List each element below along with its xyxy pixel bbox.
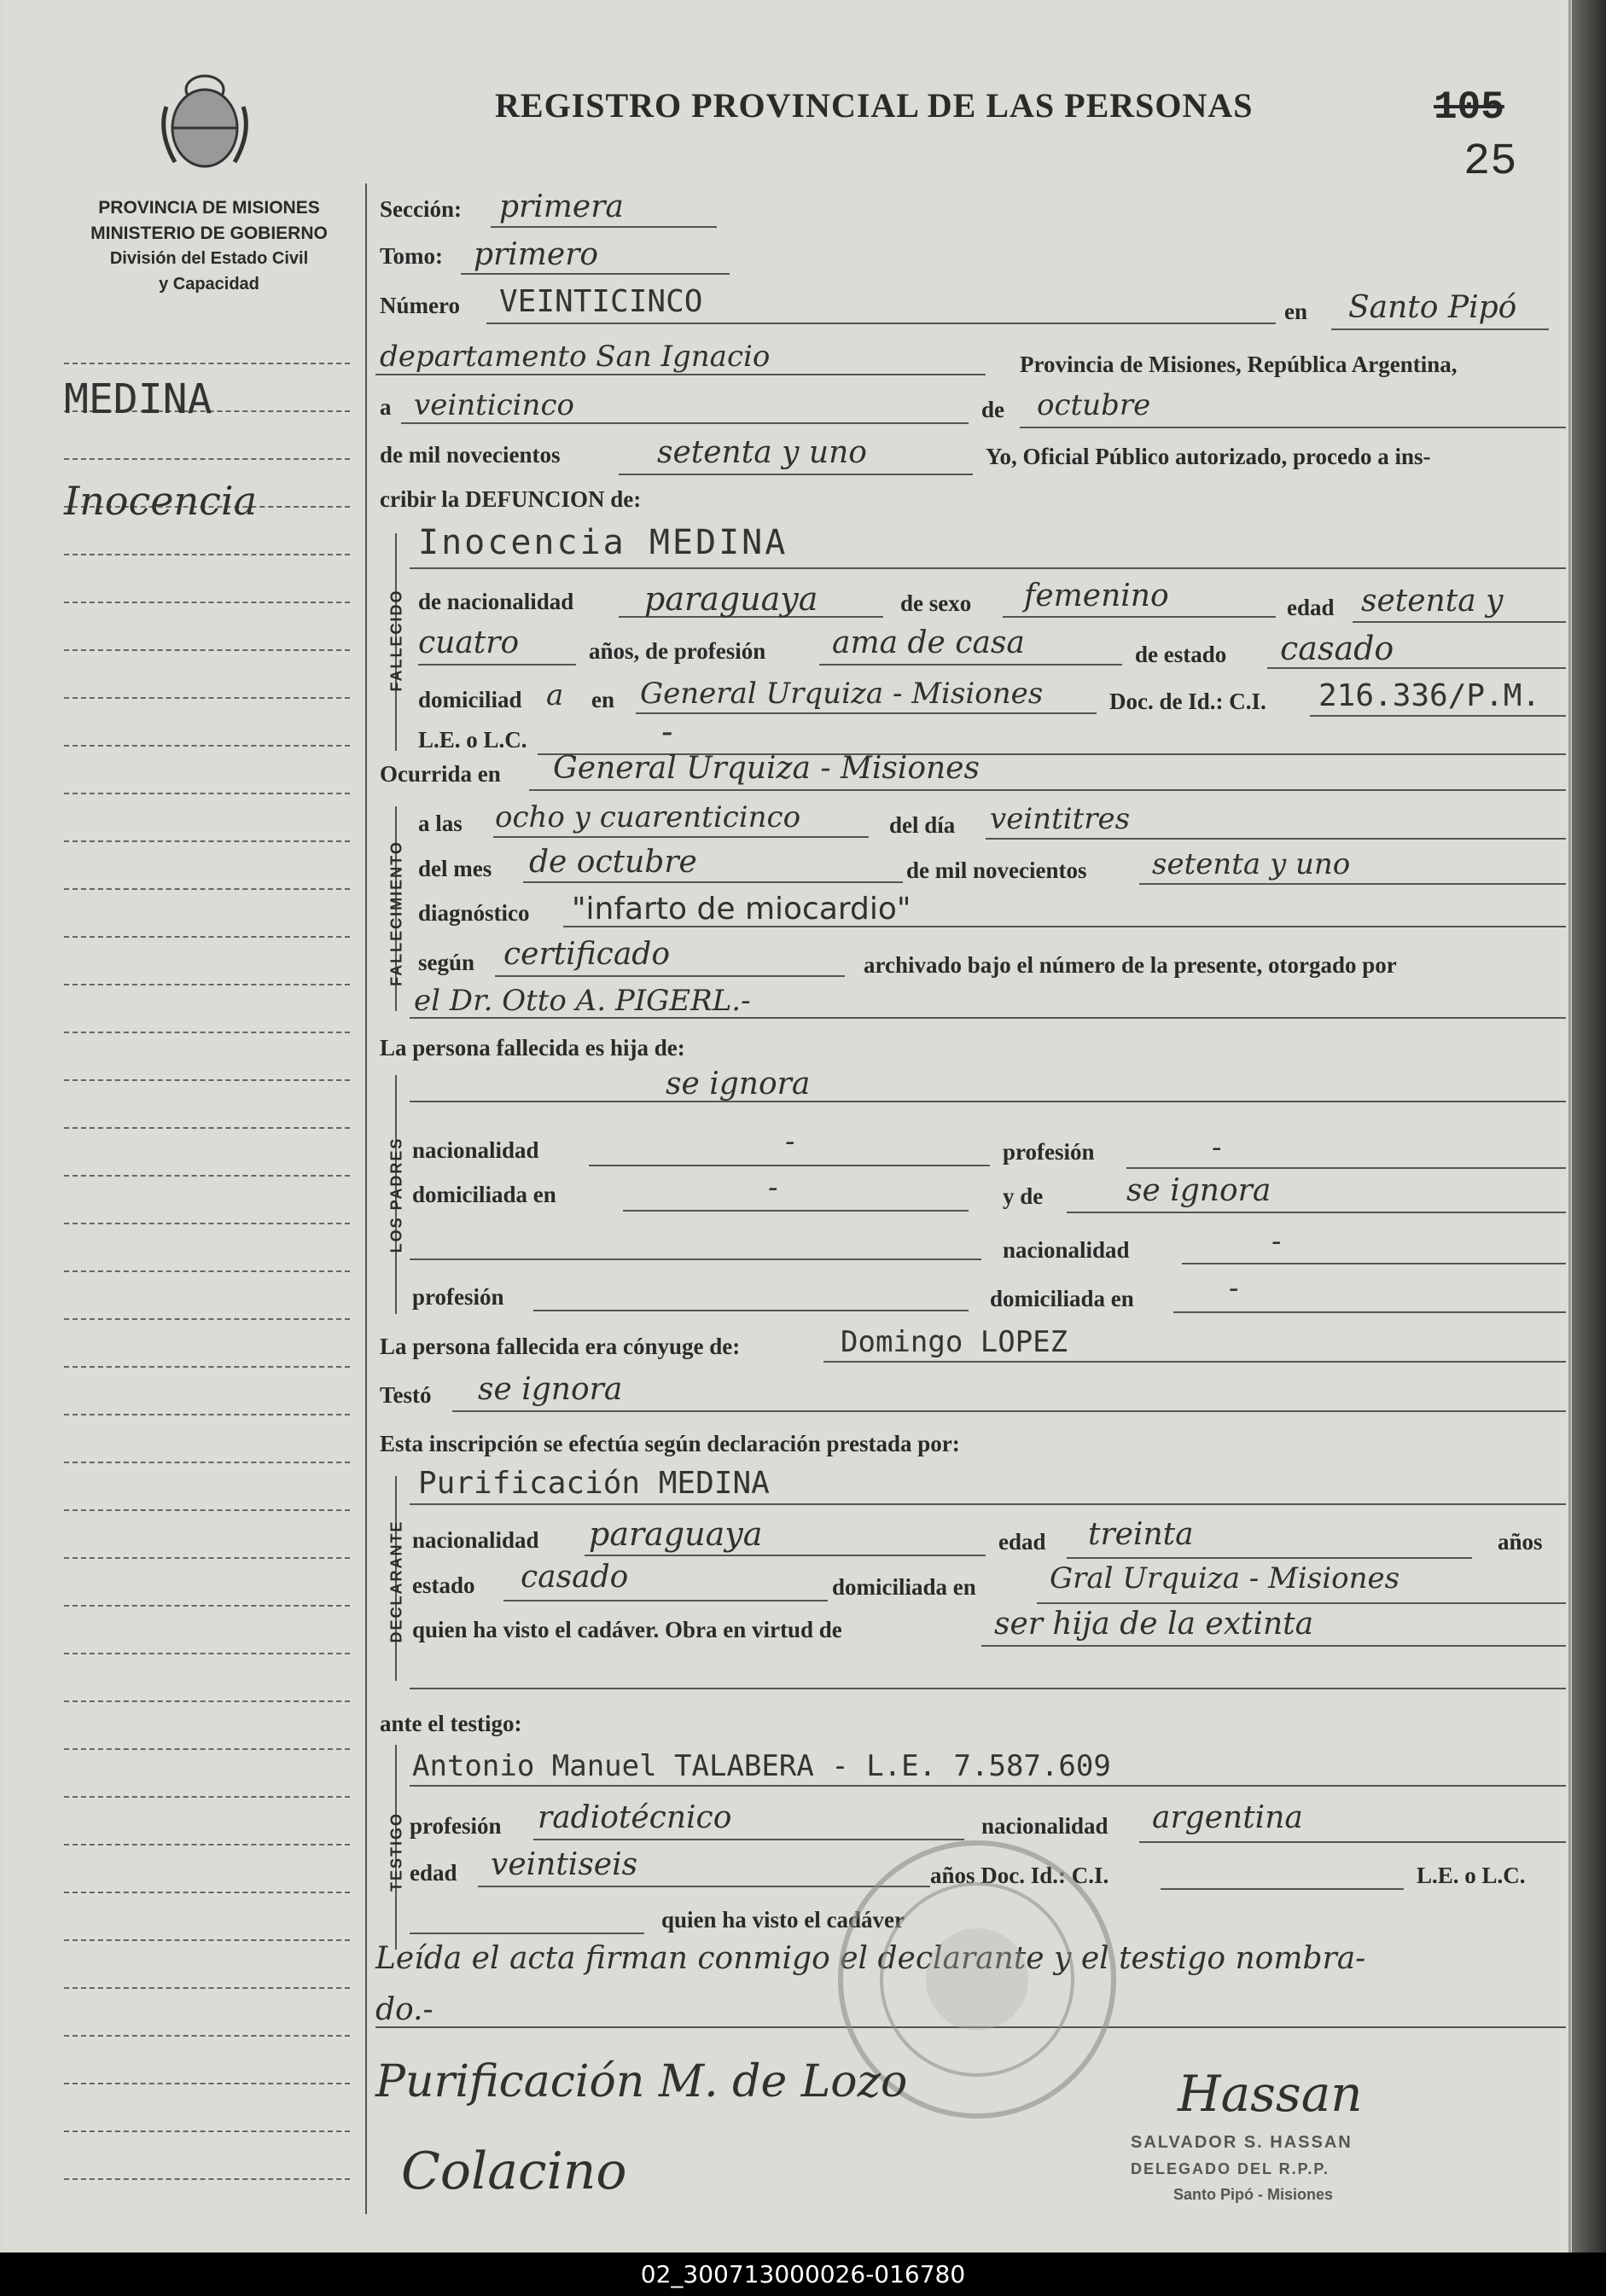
value-profesion: ama de casa — [832, 625, 1025, 660]
label-domiciliado: domiciliad — [418, 687, 522, 712]
margin-rule — [64, 1414, 350, 1415]
line-dia-fall — [986, 838, 1566, 840]
line-test-nac — [1139, 1841, 1566, 1843]
margin-rule — [64, 1509, 350, 1511]
line-padre-extra — [410, 1258, 981, 1260]
value-test-edad: veintiseis — [491, 1847, 638, 1882]
margin-rule — [64, 1939, 350, 1941]
value-domicilio: General Urquiza - Misiones — [640, 677, 1044, 711]
label-profesion-padre: profesión — [1003, 1139, 1095, 1165]
label-a: a — [380, 394, 392, 420]
line-decl-edad — [1067, 1557, 1472, 1559]
label-seccion: Sección: — [380, 196, 462, 222]
margin-rule — [64, 793, 350, 794]
value-sexo: femenino — [1024, 578, 1169, 613]
label-ocurrida-en: Ocurrida en — [380, 761, 501, 787]
line-fallecido-nombre — [410, 567, 1566, 569]
signature-testigo: Colacino — [401, 2142, 627, 2201]
label-nacionalidad-decl: nacionalidad — [412, 1527, 539, 1553]
label-yo-oficial: Yo, Oficial Público autorizado, procedo a ins- — [986, 444, 1431, 469]
value-doc: 216.336/P.M. — [1318, 678, 1541, 713]
label-inscripcion: Esta inscripción se efectúa según declaración prestada por: — [380, 1431, 960, 1456]
value-edad-2: cuatro — [418, 625, 520, 660]
line-testigo — [410, 1785, 1566, 1787]
line-anio-fall — [1139, 883, 1566, 885]
margin-given-name: Inocencia — [64, 478, 258, 524]
margin-rule — [64, 1175, 350, 1177]
stamp-line-1: SALVADOR S. HASSAN — [1131, 2133, 1353, 2152]
page-title: REGISTRO PROVINCIAL DE LAS PERSONAS — [495, 86, 1254, 125]
margin-rule — [64, 1366, 350, 1368]
line-tomo — [461, 273, 730, 275]
value-madre-nac: - — [1271, 1224, 1282, 1258]
value-padre-dom: - — [768, 1171, 778, 1205]
margin-rule — [64, 1892, 350, 1893]
label-profesion-madre: profesión — [412, 1284, 504, 1310]
label-hija-de: La persona fallecida es hija de: — [380, 1035, 685, 1061]
line-decl-dom — [1037, 1602, 1566, 1604]
label-nacionalidad-padre: nacionalidad — [412, 1137, 539, 1163]
line-mes — [1020, 427, 1566, 428]
value-le-lc: - — [661, 712, 673, 752]
margin-rule — [64, 1032, 350, 1033]
value-dia: veinticinco — [414, 388, 574, 422]
line-padre-nac — [589, 1165, 990, 1166]
margin-rule — [64, 1796, 350, 1798]
org-line-4: y Capacidad — [159, 275, 259, 294]
value-madre: se ignora — [1126, 1173, 1271, 1208]
label-edad-decl: edad — [998, 1529, 1046, 1555]
line-anio — [619, 474, 973, 475]
value-segun: certificado — [503, 937, 671, 972]
value-test-prof: radiotécnico — [538, 1800, 732, 1835]
line-dia — [401, 422, 969, 424]
value-diagnostico: "infarto de miocardio" — [572, 892, 911, 927]
side-label-fallecido: FALLECIDO — [387, 589, 405, 692]
margin-rule — [64, 1605, 350, 1607]
label-edad-test: edad — [410, 1860, 457, 1886]
side-label-testigo: TESTIGO — [387, 1812, 405, 1892]
line-decl-obra — [981, 1645, 1566, 1647]
margin-rule — [64, 1270, 350, 1272]
value-leida-1: Leída el acta firman conmigo el declarante y el testigo nombra- — [375, 1941, 1366, 1976]
line-sexo — [1003, 616, 1276, 618]
label-de-sexo: de sexo — [900, 590, 972, 616]
line-numero — [486, 323, 1276, 324]
label-edad: edad — [1287, 595, 1335, 620]
value-tomo: primero — [474, 237, 599, 272]
margin-rule — [64, 649, 350, 651]
margin-rule — [64, 1223, 350, 1224]
value-mes-fall: de octubre — [529, 845, 697, 880]
value-padre: se ignora — [666, 1067, 811, 1101]
label-profesion-test: profesión — [410, 1813, 502, 1839]
value-decl-edad: treinta — [1088, 1517, 1194, 1552]
label-de-mil-2: de mil novecientos — [906, 857, 1087, 883]
margin-rule — [64, 936, 350, 938]
value-dia-fall: veintitres — [990, 802, 1131, 836]
margin-rule — [64, 984, 350, 985]
value-decl-estado: casado — [521, 1560, 629, 1595]
line-padre-prof — [1126, 1167, 1566, 1169]
label-provincia: Provincia de Misiones, República Argentina, — [1020, 352, 1458, 377]
label-de-mil: de mil novecientos — [380, 442, 561, 468]
line-testo — [452, 1410, 1566, 1412]
value-estado: casado — [1280, 630, 1394, 667]
line-mes-fall — [523, 881, 903, 883]
margin-rule — [64, 2035, 350, 2037]
label-en: en — [1284, 299, 1307, 324]
label-nacionalidad: de nacionalidad — [418, 589, 574, 614]
margin-rule — [64, 1700, 350, 1702]
margin-rule — [64, 840, 350, 842]
label-visto-test: quien ha visto el cadáver — [661, 1907, 905, 1933]
label-en-domicilio: en — [591, 687, 614, 712]
line-madre-prof — [533, 1310, 969, 1311]
value-hora: ocho y cuarenticinco — [495, 800, 801, 834]
line-doc — [1310, 715, 1566, 717]
line-edad-2 — [418, 664, 576, 666]
label-y-de: y de — [1003, 1183, 1044, 1209]
page-number-struck: 105 — [1434, 85, 1504, 130]
side-label-fallecimiento: FALLECIMIENTO — [387, 840, 405, 986]
label-archivado: archivado bajo el número de la presente, otorgado por — [864, 952, 1397, 978]
line-padre-dom — [623, 1210, 969, 1212]
margin-rule — [64, 2083, 350, 2084]
label-domiciliada-madre: domiciliada en — [990, 1286, 1134, 1311]
value-madre-dom: - — [1229, 1271, 1239, 1305]
line-edad — [1353, 621, 1566, 623]
value-ocurrida: General Urquiza - Misiones — [553, 751, 980, 786]
margin-surname: MEDINA — [64, 375, 212, 423]
line-estado — [1267, 667, 1566, 669]
margin-rule — [64, 1079, 350, 1081]
line-decl-extra — [410, 1688, 1566, 1689]
value-anio: setenta y uno — [657, 435, 867, 470]
label-le-lc: L.E. o L.C. — [418, 727, 527, 753]
value-edad-1: setenta y — [1361, 584, 1504, 619]
line-madre — [1067, 1212, 1566, 1213]
margin-rule — [64, 888, 350, 890]
page-edge — [1572, 0, 1606, 2296]
margin-rule — [64, 2130, 350, 2132]
margin-rule — [64, 1462, 350, 1463]
org-line-1: PROVINCIA DE MISIONES — [98, 198, 320, 218]
label-visto-decl: quien ha visto el cadáver. Obra en virtud de — [412, 1617, 842, 1642]
coat-of-arms-icon — [158, 55, 252, 175]
margin-rule — [64, 697, 350, 699]
value-decl-obra: ser hija de la extinta — [994, 1607, 1314, 1642]
label-de: de — [981, 397, 1004, 422]
line-test-extra — [410, 1933, 644, 1934]
margin-rule — [64, 458, 350, 460]
line-padre — [410, 1101, 1566, 1102]
label-diagnostico: diagnóstico — [418, 900, 530, 926]
label-anos-profesion: años, de profesión — [589, 638, 766, 664]
label-testo: Testó — [380, 1382, 432, 1408]
signature-declarante: Purificación M. de Lozo — [375, 2056, 908, 2107]
margin-rule — [64, 2178, 350, 2180]
line-segun — [495, 975, 845, 977]
org-line-2: MINISTERIO DE GOBIERNO — [90, 224, 328, 243]
value-decl-nac: paraguaya — [589, 1515, 763, 1553]
label-segun: según — [418, 950, 475, 975]
footer-label: 02_300713000026-016780 — [0, 2252, 1606, 2296]
stamp-line-3: Santo Pipó - Misiones — [1173, 2186, 1334, 2203]
value-fallecido-nombre: Inocencia MEDINA — [418, 523, 788, 562]
line-profesion — [819, 664, 1122, 666]
value-testigo: Antonio Manuel TALABERA - L.E. 7.587.609 — [412, 1749, 1111, 1783]
org-line-3: División del Estado Civil — [109, 249, 309, 268]
side-label-declarante: DECLARANTE — [387, 1520, 405, 1643]
value-padre-nac: - — [785, 1125, 795, 1159]
label-nacionalidad-madre: nacionalidad — [1003, 1237, 1130, 1263]
margin-rule — [64, 1557, 350, 1559]
label-le-lc-test: L.E. o L.C. — [1417, 1863, 1526, 1888]
label-anos-decl: años — [1498, 1529, 1543, 1555]
value-numero: VEINTICINCO — [499, 284, 703, 319]
margin-rule — [64, 1844, 350, 1846]
value-seccion: primera — [499, 189, 624, 224]
value-domiciliado-suffix: a — [546, 678, 564, 712]
value-mes: octubre — [1037, 388, 1151, 422]
label-ante-testigo: ante el testigo: — [380, 1711, 522, 1736]
margin-rule — [64, 1987, 350, 1989]
margin-rule — [64, 363, 350, 364]
label-domiciliada-padre: domiciliada en — [412, 1182, 556, 1207]
value-nacionalidad: paraguaya — [644, 580, 818, 618]
margin-rule — [64, 554, 350, 555]
label-nacionalidad-test: nacionalidad — [981, 1813, 1108, 1839]
value-testo: se ignora — [478, 1372, 623, 1407]
label-domiciliada-decl: domiciliada en — [832, 1574, 976, 1600]
label-de-estado: de estado — [1135, 642, 1227, 667]
margin-rule — [64, 1748, 350, 1750]
value-medico: el Dr. Otto A. PIGERL.- — [414, 984, 751, 1018]
label-doc-id: Doc. de Id.: C.I. — [1109, 689, 1266, 714]
label-del-mes: del mes — [418, 856, 492, 881]
value-conyuge: Domingo LOPEZ — [841, 1325, 1068, 1359]
line-madre-dom — [1173, 1311, 1566, 1313]
value-leida-2: do.- — [375, 1992, 434, 2027]
value-decl-dom: Gral Urquiza - Misiones — [1050, 1561, 1400, 1596]
line-departamento — [375, 374, 986, 375]
value-departamento: departamento San Ignacio — [380, 340, 771, 374]
line-declarante — [410, 1503, 1566, 1505]
margin-rule — [64, 1653, 350, 1654]
line-test-doc — [1161, 1888, 1404, 1890]
column-divider — [365, 183, 367, 2214]
value-anio-fall: setenta y uno — [1152, 847, 1351, 881]
line-lugar — [1331, 328, 1549, 330]
value-padre-prof: - — [1212, 1131, 1222, 1165]
label-a-las: a las — [418, 811, 463, 836]
label-numero: Número — [380, 293, 460, 318]
label-conyuge: La persona fallecida era cónyuge de: — [380, 1334, 741, 1359]
line-decl-nac — [585, 1555, 986, 1556]
line-conyuge — [823, 1361, 1566, 1363]
value-lugar: Santo Pipó — [1348, 290, 1517, 325]
stamp-line-2: DELEGADO DEL R.P.P. — [1131, 2160, 1330, 2177]
line-decl-estado — [503, 1600, 828, 1601]
signature-oficial: Hassan — [1178, 2065, 1363, 2123]
page-number: 25 — [1463, 137, 1517, 187]
value-test-nac: argentina — [1152, 1800, 1303, 1835]
label-estado-decl: estado — [412, 1572, 475, 1598]
line-ocurrida — [529, 789, 1566, 791]
margin-rule — [64, 745, 350, 747]
margin-rule — [64, 1318, 350, 1320]
value-declarante: Purificación MEDINA — [418, 1466, 770, 1501]
label-tomo: Tomo: — [380, 243, 444, 269]
line-hora — [493, 836, 869, 838]
label-del-dia: del día — [889, 812, 956, 838]
label-cribir: cribir la DEFUNCION de: — [380, 486, 642, 512]
label-anos-doc: años Doc. Id.: C.I. — [930, 1863, 1109, 1888]
margin-rule — [64, 602, 350, 603]
line-domicilio — [636, 712, 1097, 714]
side-label-padres: LOS PADRES — [387, 1136, 405, 1253]
line-madre-nac — [1182, 1263, 1566, 1264]
line-seccion — [491, 226, 717, 228]
margin-rule — [64, 1127, 350, 1129]
